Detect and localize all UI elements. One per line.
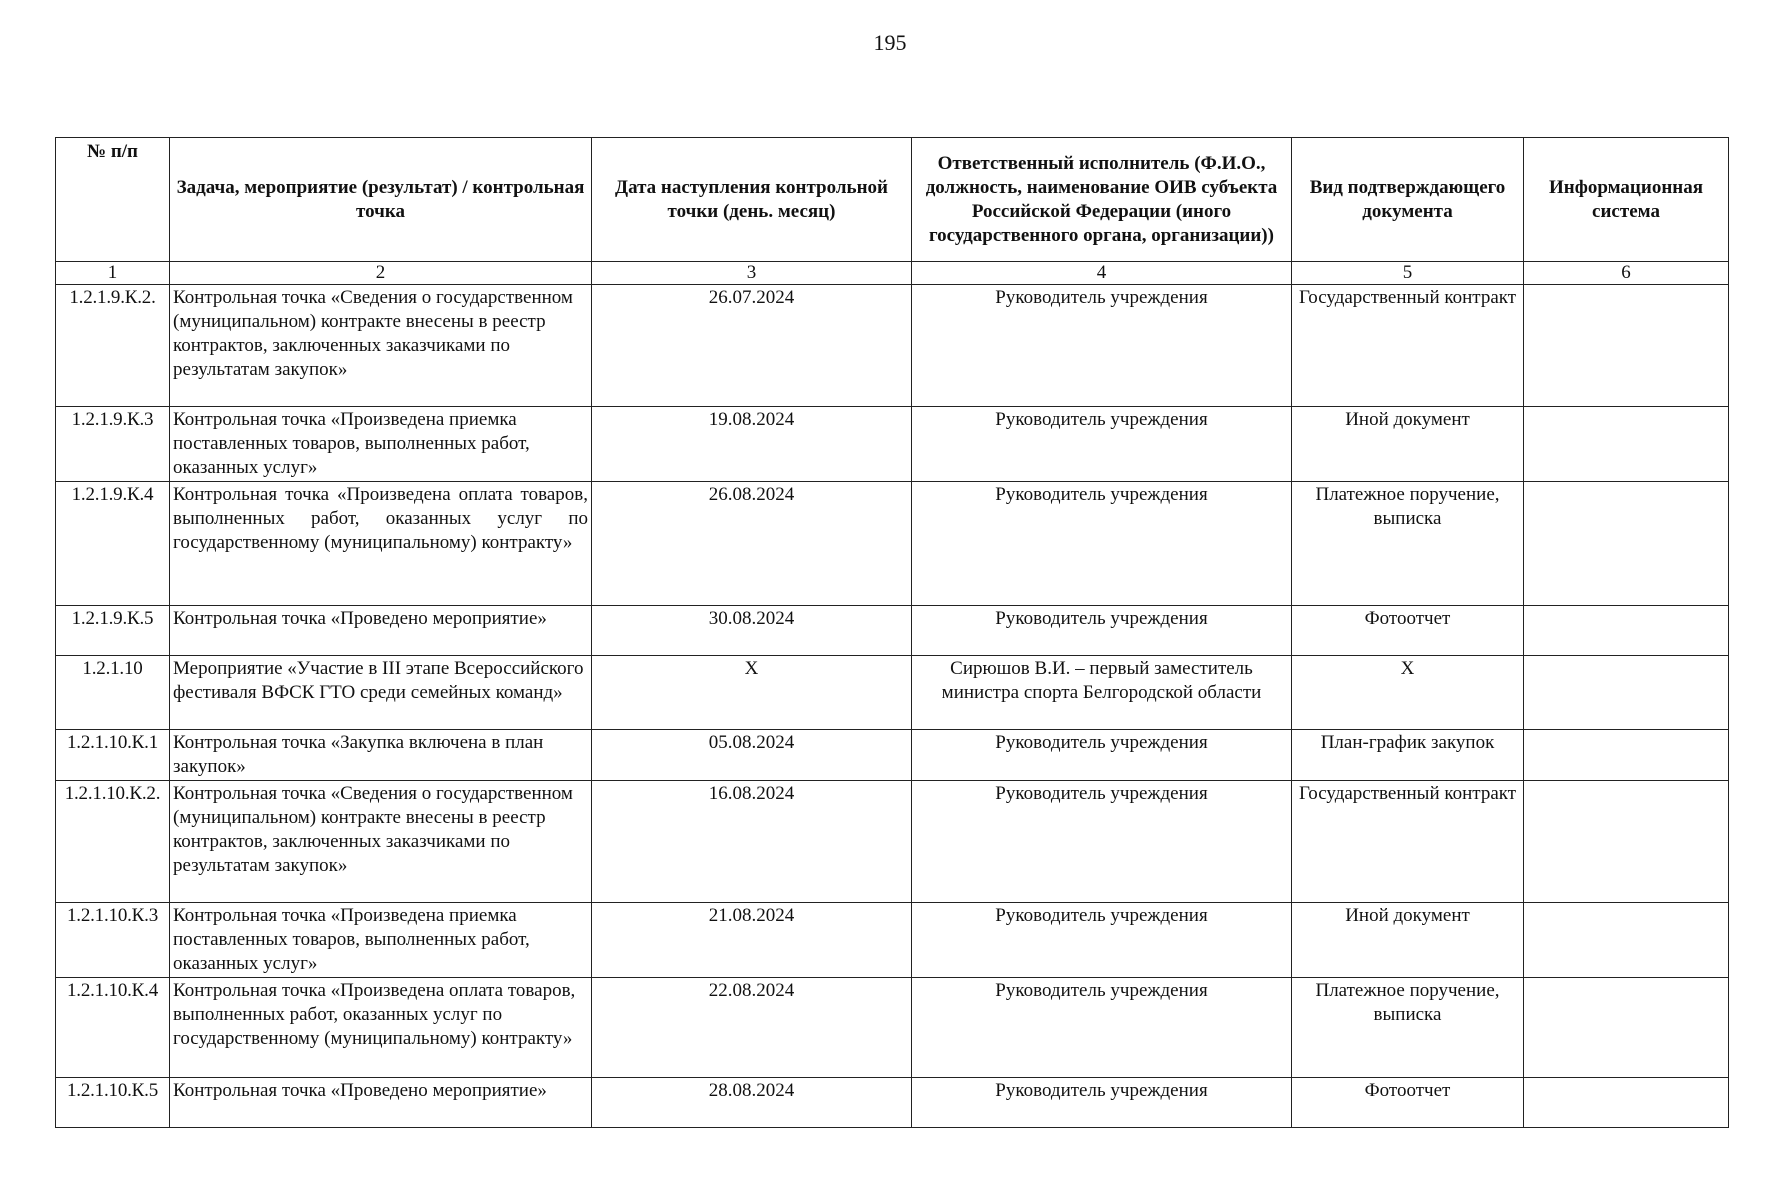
row-date: 16.08.2024 [592,781,912,903]
row-responsible: Руководитель учреждения [912,482,1292,606]
row-date: 05.08.2024 [592,730,912,781]
row-date: Х [592,656,912,730]
row-number: 1.2.1.10 [56,656,170,730]
row-date: 26.08.2024 [592,482,912,606]
row-number: 1.2.1.10.К.1 [56,730,170,781]
row-number: 1.2.1.10.К.3 [56,903,170,978]
column-index: 6 [1524,262,1729,285]
table-row [56,781,1729,903]
row-document: Фотоотчет [1292,1078,1524,1128]
row-number: 1.2.1.9.К.3 [56,407,170,482]
row-document: План-график закупок [1292,730,1524,781]
table-row [56,482,1729,606]
row-responsible: Руководитель учреждения [912,285,1292,407]
table-row [56,606,1729,656]
row-task: Контрольная точка «Закупка включена в план закупок» [170,730,592,781]
row-date: 26.07.2024 [592,285,912,407]
row-document: Платежное поручение, выписка [1292,978,1524,1078]
row-document: Государственный контракт [1292,781,1524,903]
row-number: 1.2.1.9.К.2. [56,285,170,407]
row-responsible: Руководитель учреждения [912,781,1292,903]
control-points-table [55,137,1729,1128]
row-task: Контрольная точка «Произведена приемка поставленных товаров, выполненных работ, оказанных услуг» [170,903,592,978]
row-system [1524,903,1729,978]
row-system [1524,407,1729,482]
row-responsible: Руководитель учреждения [912,407,1292,482]
header-date: Дата наступления контрольной точки (день. месяц) [592,138,912,262]
column-index: 3 [592,262,912,285]
column-index: 4 [912,262,1292,285]
row-system [1524,1078,1729,1128]
row-system [1524,482,1729,606]
header-system: Информационная система [1524,138,1729,262]
table-row [56,285,1729,407]
row-task: Контрольная точка «Проведено мероприятие» [170,1078,592,1128]
row-task: Контрольная точка «Сведения о государственном (муниципальном) контракте внесены в реестр контрактов, заключенных заказчиками по результатам закупок» [170,781,592,903]
row-document: Иной документ [1292,903,1524,978]
header-number: № п/п [56,138,170,262]
row-responsible: Руководитель учреждения [912,978,1292,1078]
row-system [1524,730,1729,781]
row-number: 1.2.1.10.К.4 [56,978,170,1078]
header-task: Задача, мероприятие (результат) / контрольная точка [170,138,592,262]
table-row [56,978,1729,1078]
row-system [1524,606,1729,656]
table-row [56,730,1729,781]
row-task: Контрольная точка «Произведена приемка поставленных товаров, выполненных работ, оказанных услуг» [170,407,592,482]
row-responsible: Руководитель учреждения [912,730,1292,781]
row-responsible: Сирюшов В.И. – первый заместитель министра спорта Белгородской области [912,656,1292,730]
row-document: Платежное поручение, выписка [1292,482,1524,606]
row-system [1524,285,1729,407]
row-task: Контрольная точка «Проведено мероприятие» [170,606,592,656]
row-task: Контрольная точка «Сведения о государственном (муниципальном) контракте внесены в реестр контрактов, заключенных заказчиками по результатам закупок» [170,285,592,407]
row-date: 21.08.2024 [592,903,912,978]
table-row [56,1078,1729,1128]
row-document: Фотоотчет [1292,606,1524,656]
row-responsible: Руководитель учреждения [912,1078,1292,1128]
row-system [1524,656,1729,730]
header-row [56,138,1729,262]
table-row [56,903,1729,978]
column-index-row [56,262,1729,285]
row-number: 1.2.1.9.К.5 [56,606,170,656]
row-system [1524,978,1729,1078]
row-number: 1.2.1.10.К.2. [56,781,170,903]
row-date: 19.08.2024 [592,407,912,482]
table-row [56,656,1729,730]
row-system [1524,781,1729,903]
row-document: Государственный контракт [1292,285,1524,407]
table-row [56,407,1729,482]
row-date: 28.08.2024 [592,1078,912,1128]
header-responsible: Ответственный исполнитель (Ф.И.О., должность, наименование ОИВ субъекта Российской Федерации (иного государственного органа, организации)) [912,138,1292,262]
row-date: 22.08.2024 [592,978,912,1078]
row-responsible: Руководитель учреждения [912,903,1292,978]
row-document: Иной документ [1292,407,1524,482]
column-index: 2 [170,262,592,285]
column-index: 1 [56,262,170,285]
header-document: Вид подтверждающего документа [1292,138,1524,262]
row-task: Контрольная точка «Произведена оплата товаров, выполненных работ, оказанных услуг по государственному (муниципальному) контракту» [170,482,592,606]
row-number: 1.2.1.9.К.4 [56,482,170,606]
row-document: Х [1292,656,1524,730]
row-date: 30.08.2024 [592,606,912,656]
row-number: 1.2.1.10.К.5 [56,1078,170,1128]
page-number: 195 [873,30,907,55]
row-responsible: Руководитель учреждения [912,606,1292,656]
column-index: 5 [1292,262,1524,285]
row-task: Контрольная точка «Произведена оплата товаров, выполненных работ, оказанных услуг по государственному (муниципальному) контракту» [170,978,592,1078]
row-task: Мероприятие «Участие в III этапе Всероссийского фестиваля ВФСК ГТО среди семейных команд» [170,656,592,730]
